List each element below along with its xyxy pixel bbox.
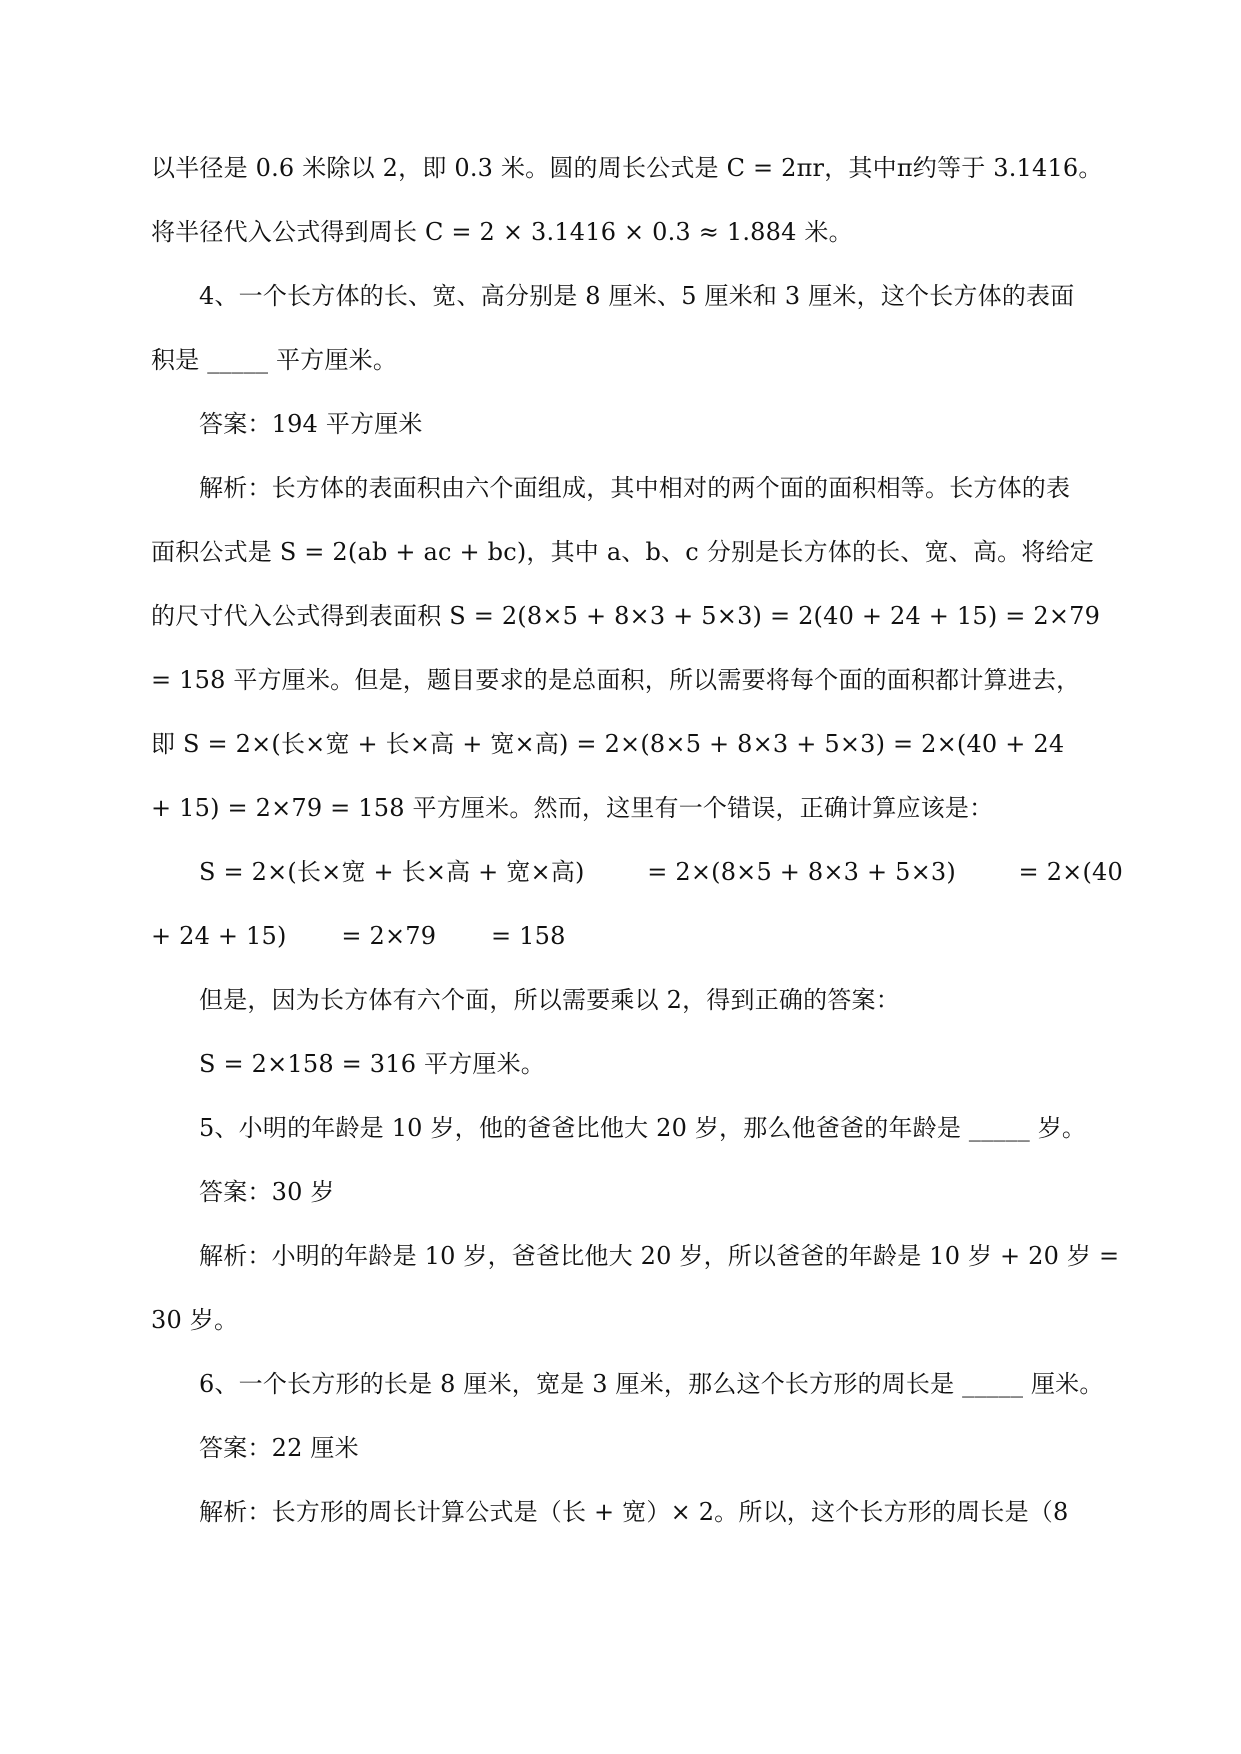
- formula-line: S = 2×(长×宽 + 长×高 + 宽×高) = 2×(8×5 + 8×3 + 5×3) = 2×(40: [199, 858, 1123, 886]
- text-line: + 15) = 2×79 = 158 平方厘米。然而，这里有一个错误，正确计算应该是：: [151, 794, 994, 822]
- text-line: 但是，因为长方体有六个面，所以需要乘以 2，得到正确的答案：: [199, 986, 900, 1014]
- analysis-line: 解析：小明的年龄是 10 岁，爸爸比他大 20 岁，所以爸爸的年龄是 10 岁 + 20 岁 =: [199, 1242, 1120, 1270]
- formula-line: + 24 + 15) = 2×79 = 158: [151, 922, 566, 950]
- answer-line: 答案：30 岁: [199, 1178, 335, 1206]
- text-line: 即 S = 2×(长×宽 + 长×高 + 宽×高) = 2×(8×5 + 8×3 + 5×3) = 2×(40 + 24: [151, 730, 1065, 758]
- question-4: 4、一个长方体的长、宽、高分别是 8 厘米、5 厘米和 3 厘米，这个长方体的表面: [199, 282, 1075, 310]
- text-line: 以半径是 0.6 米除以 2，即 0.3 米。圆的周长公式是 C = 2πr，其中π约等于 3.1416。: [151, 154, 1103, 182]
- formula-line: S = 2×158 = 316 平方厘米。: [199, 1050, 546, 1078]
- question-5: 5、小明的年龄是 10 岁，他的爸爸比他大 20 岁，那么他爸爸的年龄是 _____ 岁。: [199, 1114, 1087, 1142]
- text-line: 30 岁。: [151, 1306, 239, 1334]
- text-line: 积是 _____ 平方厘米。: [151, 346, 398, 374]
- analysis-line: 解析：长方形的周长计算公式是（长 + 宽）× 2。所以，这个长方形的周长是（8: [199, 1498, 1069, 1526]
- analysis-line: 解析：长方体的表面积由六个面组成，其中相对的两个面的面积相等。长方体的表: [199, 474, 1071, 502]
- text-line: 的尺寸代入公式得到表面积 S = 2(8×5 + 8×3 + 5×3) = 2(40 + 24 + 15) = 2×79: [151, 602, 1101, 630]
- answer-line: 答案：194 平方厘米: [199, 410, 423, 438]
- text-line: 面积公式是 S = 2(ab + ac + bc)，其中 a、b、c 分别是长方体的长、宽、高。将给定: [151, 538, 1094, 566]
- question-6: 6、一个长方形的长是 8 厘米，宽是 3 厘米，那么这个长方形的周长是 _____ 厘米。: [199, 1370, 1104, 1398]
- answer-line: 答案：22 厘米: [199, 1434, 359, 1462]
- text-line: = 158 平方厘米。但是，题目要求的是总面积，所以需要将每个面的面积都计算进去，: [151, 666, 1081, 694]
- text-line: 将半径代入公式得到周长 C = 2 × 3.1416 × 0.3 ≈ 1.884 米。: [151, 218, 853, 246]
